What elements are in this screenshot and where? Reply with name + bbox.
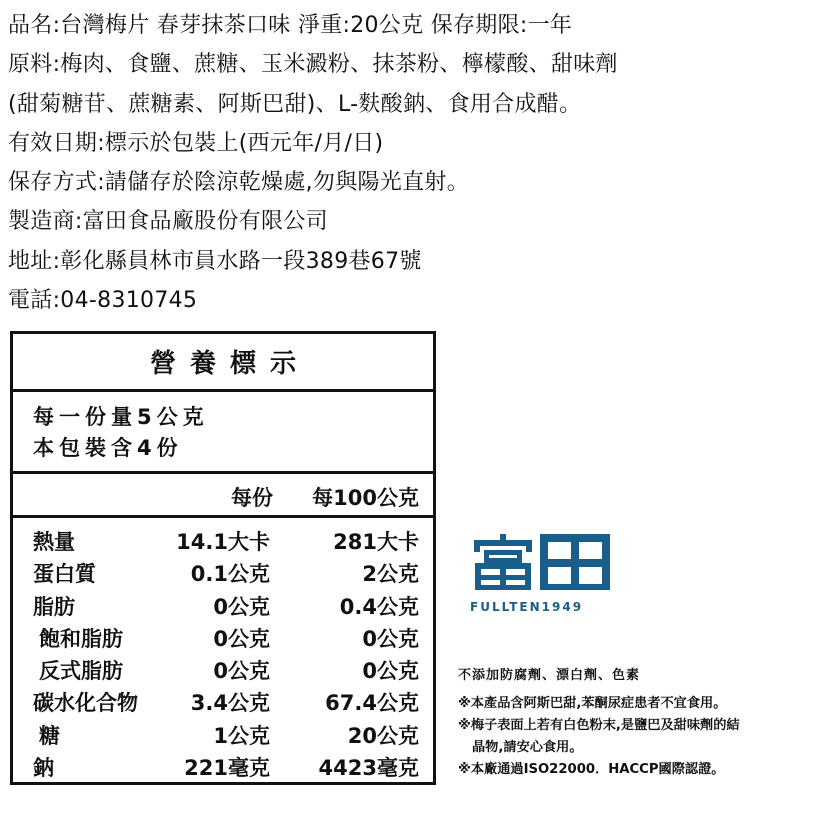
nutrient-label: 糖 <box>39 723 60 748</box>
nutrient-label: 反式脂肪 <box>39 659 123 684</box>
white-powder-note: ※梅子表面上若有白色粉末,是鹽巴及甜味劑的結 <box>458 718 740 733</box>
certification-note: ※本廠通過ISO22000．HACCP國際認證。 <box>458 762 725 777</box>
nutrient-per-100g: 0公克 <box>362 659 419 684</box>
serving-info <box>13 392 433 474</box>
nutrient-row-trans-fat <box>13 653 433 685</box>
nutrient-per-serving: 3.4公克 <box>190 691 270 716</box>
nutrient-per-100g: 281大卡 <box>333 530 419 554</box>
nutrition-title: 營養標示 <box>13 334 433 392</box>
header-per-serving: 每份 <box>231 486 273 510</box>
servings-per-package: 本包裝含4份 <box>33 436 183 460</box>
nutrition-header-row <box>13 474 433 518</box>
nutrient-per-100g: 0公克 <box>362 626 419 651</box>
nutrient-per-100g: 2公克 <box>362 562 419 587</box>
nutrient-per-serving: 0公克 <box>213 626 270 651</box>
product-name-line: 品名:台灣梅片 春芽抹茶口味 淨重:20公克 保存期限:一年 <box>8 13 573 38</box>
expiry-date-line: 有效日期:標示於包裝上(西元年/月/日) <box>8 130 384 156</box>
nutrient-label: 飽和脂肪 <box>39 626 123 651</box>
nutrient-per-serving: 221毫克 <box>184 756 270 781</box>
ingredients-line-cont: (甜菊糖苷、蔗糖素、阿斯巴甜)、L-麩酸鈉、食用合成醋。 <box>8 91 582 117</box>
nutrient-row-saturated-fat <box>13 621 433 653</box>
nutrient-per-serving: 14.1大卡 <box>176 530 270 554</box>
logo-wordmark: FULLTEN1949 <box>470 600 584 614</box>
nutrient-label: 脂肪 <box>33 594 75 619</box>
fullten-logo-mark <box>470 534 610 590</box>
serving-size: 每一份量5公克 <box>33 405 209 429</box>
nutrient-row-carbohydrate <box>13 685 433 717</box>
nutrient-label: 蛋白質 <box>33 562 96 587</box>
nutrition-facts-table <box>10 331 436 785</box>
ingredients-line: 原料:梅肉、食鹽、蔗糖、玉米澱粉、抹茶粉、檸檬酸、甜味劑 <box>8 52 618 78</box>
nutrient-per-serving: 0公克 <box>213 659 270 684</box>
header-per-100g: 每100公克 <box>312 486 419 510</box>
nutrient-per-100g: 0.4公克 <box>339 594 419 619</box>
nutrient-per-serving: 0公克 <box>213 594 270 619</box>
no-additives-heading: 不添加防腐劑、漂白劑、色素 <box>458 668 641 683</box>
nutrient-per-serving: 0.1公克 <box>190 562 270 587</box>
nutrient-per-100g: 67.4公克 <box>325 691 419 716</box>
nutrient-row-protein <box>13 556 433 588</box>
nutrient-row-energy <box>13 524 433 556</box>
manufacturer-line: 製造商:富田食品廠股份有限公司 <box>8 209 328 235</box>
nutrient-row-sodium <box>13 750 433 782</box>
nutrient-per-100g: 20公克 <box>347 723 419 748</box>
nutrient-row-sugar <box>13 718 433 750</box>
address-line: 地址:彰化縣員林市員水路一段389巷67號 <box>8 248 422 274</box>
aspartame-warning: ※本產品含阿斯巴甜,苯酮尿症患者不宜食用。 <box>458 696 727 711</box>
brand-logo <box>470 534 610 614</box>
storage-line: 保存方式:請儲存於陰涼乾燥處,勿與陽光直射。 <box>8 170 470 196</box>
nutrient-label: 鈉 <box>33 756 54 781</box>
nutrient-per-100g: 4423毫克 <box>318 756 419 781</box>
nutrient-label: 碳水化合物 <box>33 691 138 716</box>
nutrition-rows <box>13 518 433 782</box>
product-info <box>8 6 823 320</box>
white-powder-note-cont: 晶物,請安心食用。 <box>472 740 583 755</box>
phone-line: 電話:04-8310745 <box>8 288 198 314</box>
product-notes <box>458 664 823 781</box>
nutrient-label: 熱量 <box>33 530 75 554</box>
nutrient-row-fat <box>13 589 433 621</box>
nutrient-per-serving: 1公克 <box>213 723 270 748</box>
